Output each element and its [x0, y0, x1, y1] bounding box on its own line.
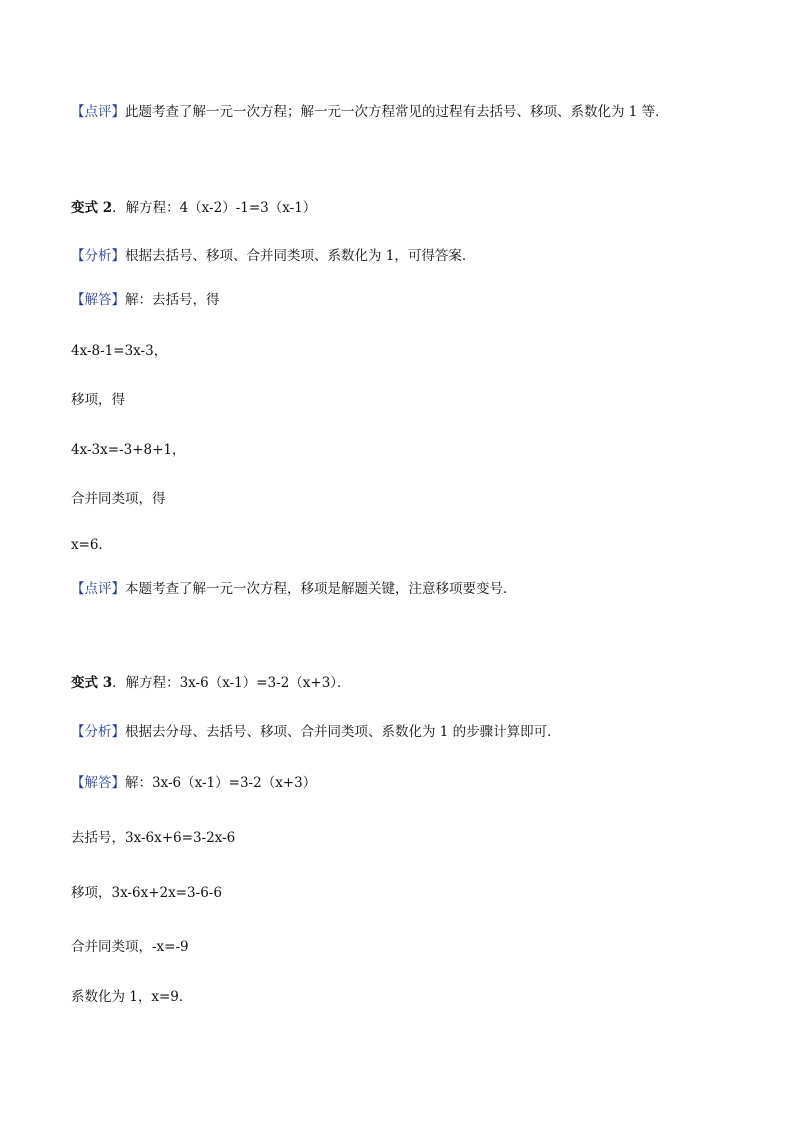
variant-3-analysis	[71, 723, 561, 741]
solution-step: 4x-3x=-3+8+1，	[71, 442, 186, 458]
solution-step: 系数化为 1，x=9．	[71, 989, 193, 1005]
comment-text: 本题考查了解一元一次方程，移项是解题关键，注意移项要变号．	[125, 581, 517, 597]
comment-paragraph-1	[71, 103, 669, 121]
analysis-text: 根据去分母、去括号、移项、合并同类项、系数化为 1 的步骤计算即可．	[125, 724, 561, 740]
solution-step: 移项，得	[71, 392, 125, 408]
answer-tag: 【解答】	[71, 775, 125, 791]
comment-text: 此题考查了解一元一次方程；解一元一次方程常见的过程有去括号、移项、系数化为 1 等．	[125, 104, 669, 120]
solution-step: 移项，3x-6x+2x=3-6-6	[71, 885, 222, 901]
variant-2-problem: ．解方程：4（x-2）-1=3（x-1）	[112, 200, 317, 216]
variant-3-answer	[71, 774, 316, 792]
variant-3-label: 变式 3	[71, 675, 113, 691]
solution-step: 合并同类项，得	[71, 491, 166, 507]
variant-3-title	[71, 674, 351, 692]
solution-step: 合并同类项，-x=-9	[71, 939, 189, 955]
solution-step: 4x-8-1=3x-3，	[71, 343, 168, 359]
answer-text: 解：去括号，得	[125, 292, 220, 308]
variant-2-title	[71, 199, 316, 217]
answer-tag: 【解答】	[71, 292, 125, 308]
variant-2-analysis	[71, 247, 475, 265]
solution-step: 去括号，3x-6x+6=3-2x-6	[71, 830, 236, 846]
answer-text: 解：3x-6（x-1）=3-2（x+3）	[125, 775, 317, 791]
variant-2-comment	[71, 580, 517, 598]
comment-tag: 【点评】	[71, 104, 125, 120]
analysis-tag: 【分析】	[71, 724, 125, 740]
comment-tag: 【点评】	[71, 581, 125, 597]
analysis-tag: 【分析】	[71, 248, 125, 264]
variant-2-answer	[71, 291, 220, 309]
variant-2-label: 变式 2	[71, 200, 113, 216]
solution-step: x=6．	[71, 537, 113, 553]
variant-3-problem: ．解方程：3x-6（x-1）=3-2（x+3）．	[112, 675, 351, 691]
analysis-text: 根据去括号、移项、合并同类项、系数化为 1，可得答案．	[125, 248, 476, 264]
